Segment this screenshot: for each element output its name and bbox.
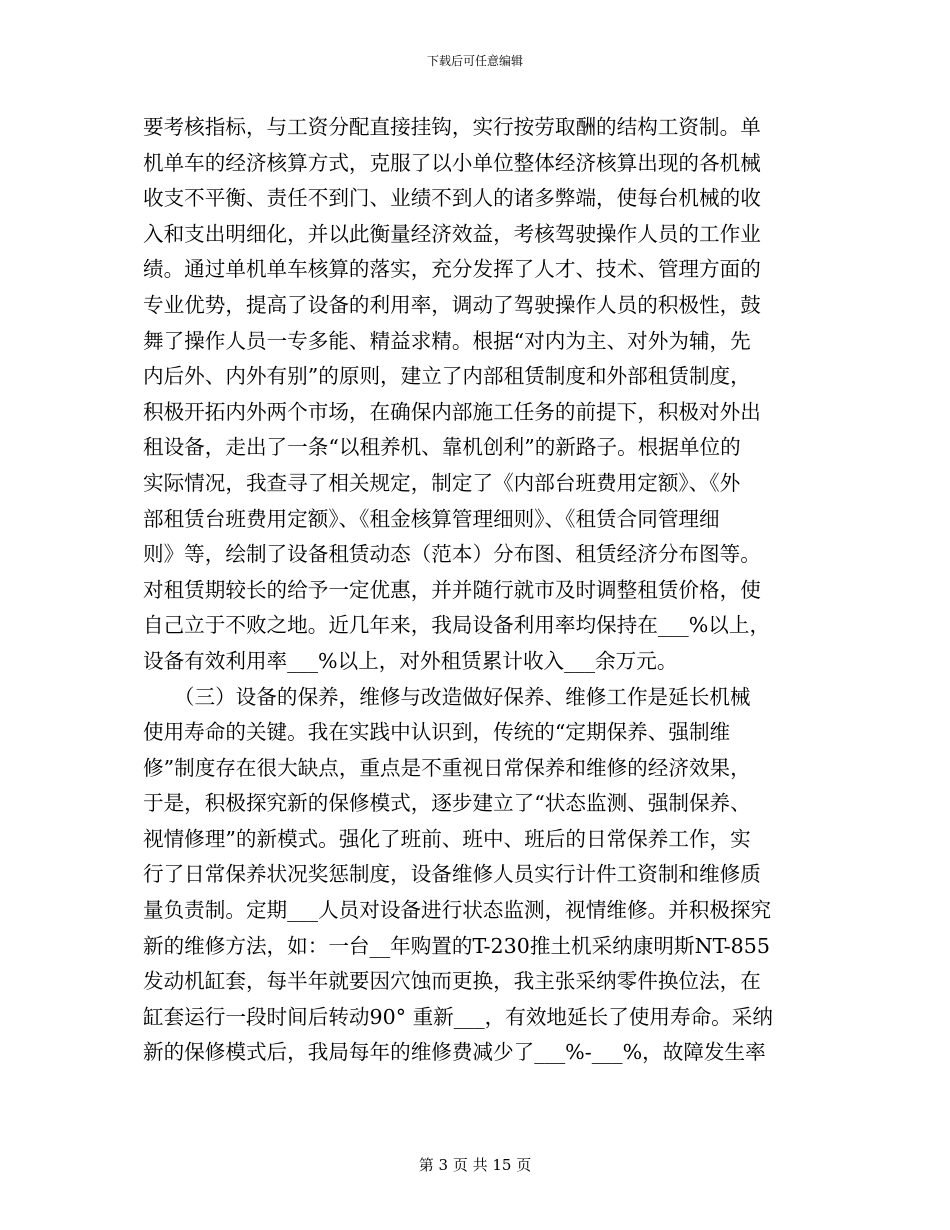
body-line: 积极开拓内外两个市场，在确保内部施工任务的前提下，积极对外出 xyxy=(143,399,761,424)
body-line: 舞了操作人员一专多能、精益求精。根据“对内为主、对外为辅，先 xyxy=(143,328,751,353)
body-line: 实际情况，我查寻了相关规定，制定了《内部台班费用定额》、《外 xyxy=(143,470,741,495)
body-line: 新的维修方法，如：一台__年购置的T-230推土机采纳康明斯NT-855 xyxy=(143,933,770,958)
body-line: 专业优势，提高了设备的利用率，调动了驾驶操作人员的积极性，鼓 xyxy=(143,292,761,317)
body-line: 设备有效利用率___%以上，对外租赁累计收入___余万元。 xyxy=(143,648,678,673)
body-line: 缸套运行一段时间后转动90° 重新___，有效地延长了使用寿命。采纳 xyxy=(143,1004,773,1029)
body-line: 量负责制。定期___人员对设备进行状态监测，视情维修。并积极探究 xyxy=(143,898,772,923)
body-line: 收支不平衡、责任不到门、业绩不到人的诸多弊端，使每台机械的收 xyxy=(143,186,761,211)
body-line: 入和支出明细化，并以此衡量经济效益，考核驾驶操作人员的工作业 xyxy=(143,221,761,246)
body-line: 要考核指标，与工资分配直接挂钩，实行按劳取酬的结构工资制。单 xyxy=(143,115,761,139)
body-line: 部租赁台班费用定额》、《租金核算管理细则》、《租赁合同管理细 xyxy=(143,506,720,531)
body-line: 内后外、内外有别”的原则，建立了内部租赁制度和外部租赁制度， xyxy=(143,364,751,389)
body-line: 行了日常保养状况奖惩制度，设备维修人员实行计件工资制和维修质 xyxy=(143,862,761,887)
page-header: 下载后可任意编辑 xyxy=(426,54,523,68)
body-line: 对租赁期较长的给予一定优惠，并并随行就市及时调整租赁价格，使 xyxy=(143,577,761,602)
body-line: 视情修理”的新模式。强化了班前、班中、班后的日常保养工作，实 xyxy=(143,826,751,851)
body-line: 发动机缸套，每半年就要因穴蚀而更换，我主张采纳零件换位法，在 xyxy=(143,969,761,994)
body-line: 租设备，走出了一条“以租养机、靠机创利”的新路子。根据单位的 xyxy=(143,435,741,460)
body-line: 修”制度存在很大缺点，重点是不重视日常保养和维修的经济效果， xyxy=(143,755,751,780)
body-line: 绩。通过单机单车核算的落实，充分发挥了人才、技术、管理方面的 xyxy=(143,257,761,282)
body-line: 机单车的经济核算方式，克服了以小单位整体经济核算出现的各机械 xyxy=(143,150,761,175)
section-paragraph-start: （三）设备的保养，维修与改造做好保养、维修工作是延长机械 xyxy=(143,684,751,709)
body-line: 使用寿命的关键。我在实践中认识到，传统的“定期保养、强制维 xyxy=(143,720,731,745)
body-line: 新的保修模式后，我局每年的维修费减少了___%-___%，故障发生率 xyxy=(143,1040,766,1065)
page-footer: 第 3 页 共 15 页 xyxy=(418,1156,532,1174)
body-line: 自己立于不败之地。近几年来，我局设备利用率均保持在___%以上， xyxy=(143,613,771,638)
document-body xyxy=(143,110,809,1071)
body-line: 于是，积极探究新的保修模式，逐步建立了“状态监测、强制保养、 xyxy=(143,791,751,816)
body-line: 则》等，绘制了设备租赁动态（范本）分布图、租赁经济分布图等。 xyxy=(143,542,761,567)
